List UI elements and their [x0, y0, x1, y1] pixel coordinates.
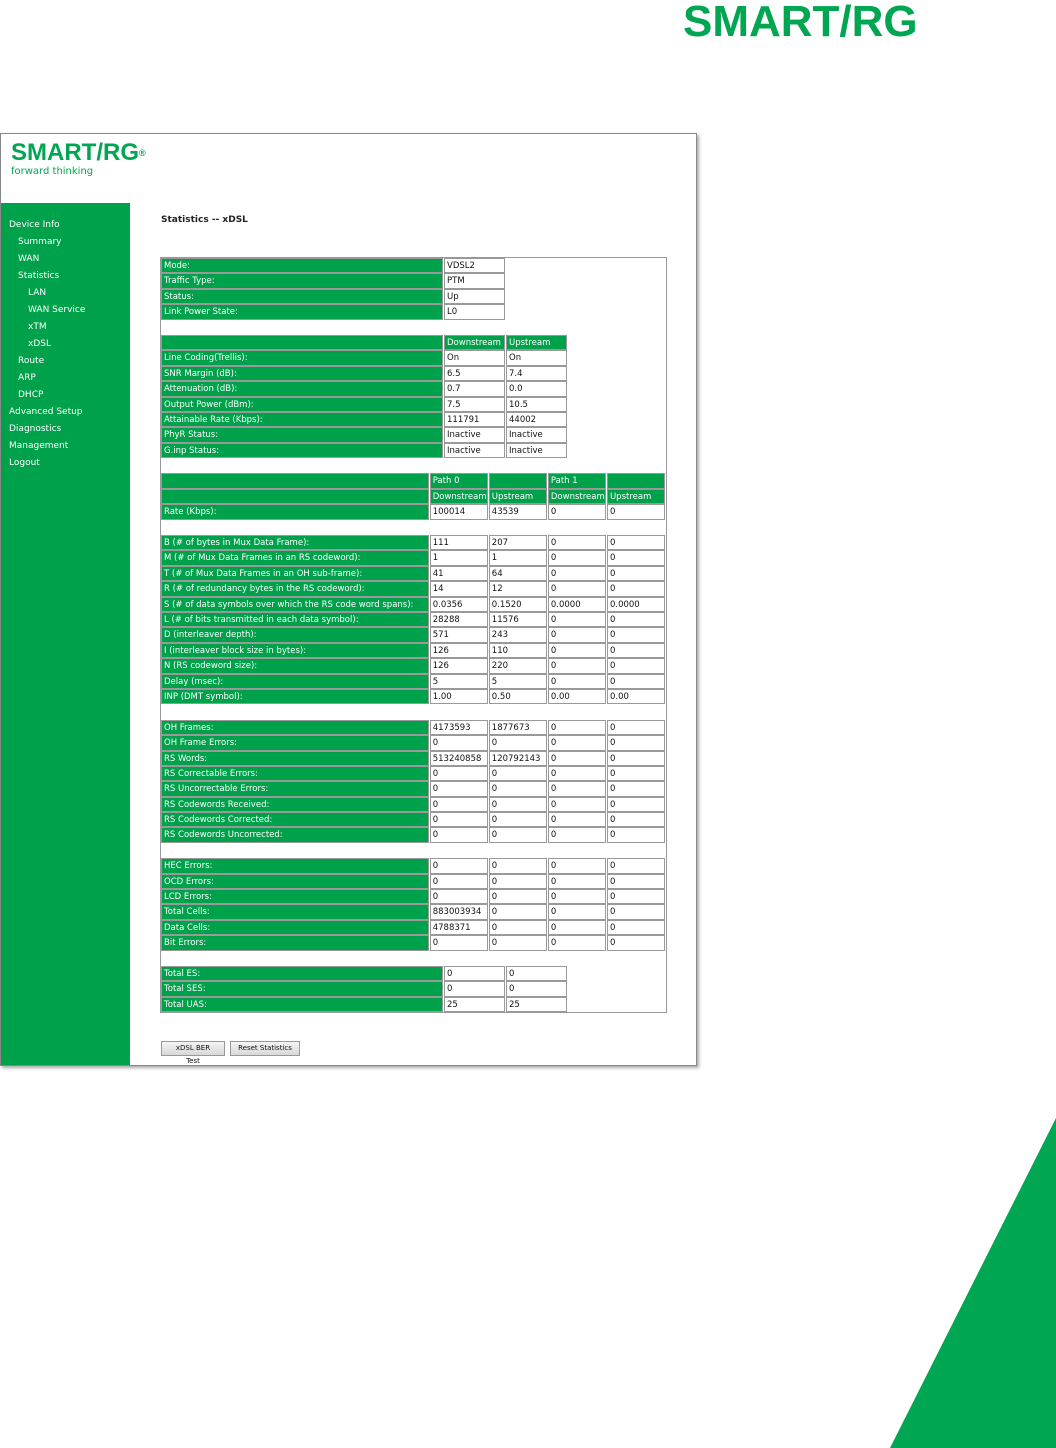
row-value: Inactive: [506, 443, 567, 458]
row-label: OH Frames:: [161, 720, 429, 735]
row-value: 0: [489, 735, 547, 750]
sidebar-item-wan-service[interactable]: WAN Service: [28, 305, 86, 315]
tagline: forward thinking: [11, 166, 94, 177]
row-value: 0: [548, 797, 606, 812]
row-value: 0: [548, 566, 606, 581]
counter-row: [161, 781, 666, 796]
line-stat-row: [161, 350, 666, 365]
column-header: Upstream: [607, 489, 665, 504]
row-value: 0: [607, 827, 665, 842]
row-label: Attainable Rate (Kbps):: [161, 412, 443, 427]
row-label: OH Frame Errors:: [161, 735, 429, 750]
row-value: 111791: [444, 412, 505, 427]
row-value: 0: [489, 781, 547, 796]
cell-row: [161, 858, 666, 873]
sidebar-item-advanced-setup[interactable]: Advanced Setup: [9, 407, 83, 417]
row-value: 1: [430, 550, 488, 565]
sidebar-item-summary[interactable]: Summary: [18, 237, 62, 247]
row-value: 1.00: [430, 689, 488, 704]
row-label: SNR Margin (dB):: [161, 366, 443, 381]
row-value: 0: [607, 550, 665, 565]
row-value: 1877673: [489, 720, 547, 735]
row-label: RS Codewords Received:: [161, 797, 429, 812]
row-label: Link Power State:: [161, 304, 443, 319]
row-value: 0: [506, 966, 567, 981]
row-value: 0.0000: [607, 597, 665, 612]
row-value: 0: [430, 935, 488, 950]
row-label: PhyR Status:: [161, 427, 443, 442]
row-label: G.inp Status:: [161, 443, 443, 458]
row-value: On: [444, 350, 505, 365]
row-value: 0: [607, 797, 665, 812]
sidebar-item-wan[interactable]: WAN: [18, 254, 40, 264]
row-value: 0.1520: [489, 597, 547, 612]
row-label: Delay (msec):: [161, 674, 429, 689]
spacer-row: [161, 704, 666, 719]
row-value: 25: [506, 997, 567, 1012]
sidebar-item-device-info[interactable]: Device Info: [9, 220, 60, 230]
status-row: [161, 258, 666, 273]
row-label: RS Words:: [161, 751, 429, 766]
path-param-row: [161, 550, 666, 565]
counter-row: [161, 766, 666, 781]
row-value: 0: [430, 874, 488, 889]
frame-brand-text: SMART/RG: [11, 139, 139, 166]
counter-row: [161, 751, 666, 766]
row-value: 5: [489, 674, 547, 689]
row-label: RS Codewords Uncorrected:: [161, 827, 429, 842]
row-value: 0: [430, 766, 488, 781]
sidebar-nav: [1, 203, 130, 1065]
row-value: 10.5: [506, 397, 567, 412]
path-param-row: [161, 674, 666, 689]
path-param-row: [161, 643, 666, 658]
row-value: 0.0356: [430, 597, 488, 612]
row-value: 0: [548, 627, 606, 642]
counter-row: [161, 720, 666, 735]
row-value: 513240858: [430, 751, 488, 766]
row-value: 0: [607, 504, 665, 519]
row-value: 220: [489, 658, 547, 673]
row-value: 111: [430, 535, 488, 550]
status-row: [161, 273, 666, 288]
total-row: [161, 966, 666, 981]
row-value: 11576: [489, 612, 547, 627]
spacer-row: [161, 320, 666, 335]
row-value: 0: [548, 889, 606, 904]
column-header: Downstream: [430, 489, 488, 504]
row-value: 0: [430, 797, 488, 812]
row-value: On: [506, 350, 567, 365]
row-value: 126: [430, 643, 488, 658]
row-value: 0: [607, 920, 665, 935]
frame-brand: [11, 140, 146, 166]
row-value: 7.5: [444, 397, 505, 412]
row-label: OCD Errors:: [161, 874, 429, 889]
row-label: Total ES:: [161, 966, 443, 981]
row-value: L0: [444, 304, 505, 319]
row-label: Data Cells:: [161, 920, 429, 935]
column-header: Path 0: [430, 473, 488, 488]
row-value: 0: [489, 889, 547, 904]
row-value: 0: [607, 566, 665, 581]
row-value: 0: [548, 612, 606, 627]
row-value: 0: [548, 858, 606, 873]
counter-row: [161, 735, 666, 750]
row-value: Inactive: [444, 443, 505, 458]
row-value: 0: [548, 827, 606, 842]
header-row: [161, 335, 666, 350]
path-param-row: [161, 581, 666, 596]
row-value: 0: [607, 535, 665, 550]
line-stat-row: [161, 443, 666, 458]
row-value: PTM: [444, 273, 505, 288]
row-value: 0: [548, 643, 606, 658]
row-value: 0: [607, 858, 665, 873]
row-value: 0: [489, 797, 547, 812]
counter-row: [161, 812, 666, 827]
row-label: D (interleaver depth):: [161, 627, 429, 642]
row-value: 4788371: [430, 920, 488, 935]
line-stat-row: [161, 381, 666, 396]
row-label: Output Power (dBm):: [161, 397, 443, 412]
row-value: 0: [430, 827, 488, 842]
row-value: 0: [489, 858, 547, 873]
line-stat-row: [161, 427, 666, 442]
row-label: Total UAS:: [161, 997, 443, 1012]
path-param-row: [161, 612, 666, 627]
cell-row: [161, 935, 666, 950]
row-label: Line Coding(Trellis):: [161, 350, 443, 365]
row-value: 0: [548, 735, 606, 750]
row-label: INP (DMT symbol):: [161, 689, 429, 704]
row-value: 7.4: [506, 366, 567, 381]
row-value: 0: [548, 935, 606, 950]
direction-header-row: [161, 489, 666, 504]
sidebar-item-lan[interactable]: LAN: [28, 288, 47, 298]
row-value: 0.50: [489, 689, 547, 704]
row-value: 41: [430, 566, 488, 581]
row-label: N (RS codeword size):: [161, 658, 429, 673]
row-value: 126: [430, 658, 488, 673]
row-value: 5: [430, 674, 488, 689]
row-label: S (# of data symbols over which the RS code word spans):: [161, 597, 429, 612]
row-label: Traffic Type:: [161, 273, 443, 288]
registered-mark: ®: [139, 148, 146, 158]
row-value: Up: [444, 289, 505, 304]
row-value: 0: [430, 889, 488, 904]
column-header: [607, 473, 665, 488]
page-title: Statistics -- xDSL: [161, 215, 248, 225]
row-value: 0: [607, 627, 665, 642]
row-value: 4173593: [430, 720, 488, 735]
path-header-row: [161, 473, 666, 488]
row-label: RS Correctable Errors:: [161, 766, 429, 781]
row-value: 0: [489, 935, 547, 950]
row-value: 243: [489, 627, 547, 642]
row-value: 0.00: [607, 689, 665, 704]
row-value: 44002: [506, 412, 567, 427]
row-value: 883003934: [430, 904, 488, 919]
row-value: 571: [430, 627, 488, 642]
status-row: [161, 289, 666, 304]
row-value: 0: [430, 812, 488, 827]
path-param-row: [161, 658, 666, 673]
spacer-row: [161, 458, 666, 473]
row-label: R (# of redundancy bytes in the RS codeword):: [161, 581, 429, 596]
line-stat-row: [161, 412, 666, 427]
row-value: 0: [607, 766, 665, 781]
sidebar-item-statistics[interactable]: Statistics: [18, 271, 60, 281]
row-label: Status:: [161, 289, 443, 304]
row-value: 25: [444, 997, 505, 1012]
line-stat-row: [161, 366, 666, 381]
row-value: 0: [548, 904, 606, 919]
row-value: 0: [607, 889, 665, 904]
column-header: Downstream: [548, 489, 606, 504]
row-value: 0: [607, 720, 665, 735]
row-value: 0.7: [444, 381, 505, 396]
row-value: 0: [548, 766, 606, 781]
cell-row: [161, 874, 666, 889]
row-label: [161, 335, 443, 350]
frame-logo: [11, 140, 146, 178]
row-value: 0: [607, 874, 665, 889]
row-value: 0: [489, 904, 547, 919]
row-value: 0: [607, 904, 665, 919]
row-label: RS Codewords Corrected:: [161, 812, 429, 827]
row-value: 0: [607, 674, 665, 689]
sidebar-item-xdsl[interactable]: xDSL: [28, 339, 51, 349]
spacer-row: [161, 843, 666, 858]
row-label: Rate (Kbps):: [161, 504, 429, 519]
row-value: 0: [607, 935, 665, 950]
row-value: 0: [489, 827, 547, 842]
row-label: [161, 489, 429, 504]
row-label: Total SES:: [161, 981, 443, 996]
row-value: 0: [430, 735, 488, 750]
row-label: [161, 473, 429, 488]
path-param-row: [161, 597, 666, 612]
row-value: 0: [506, 981, 567, 996]
rate-row: [161, 504, 666, 519]
sidebar-item-diagnostics[interactable]: Diagnostics: [9, 424, 62, 434]
corner-decoration: [890, 1118, 1056, 1448]
column-header: Path 1: [548, 473, 606, 488]
row-label: Bit Errors:: [161, 935, 429, 950]
row-label: Attenuation (dB):: [161, 381, 443, 396]
row-label: M (# of Mux Data Frames in an RS codeword):: [161, 550, 429, 565]
column-header: Upstream: [506, 335, 567, 350]
reset-statistics-button[interactable]: Reset Statistics: [230, 1041, 300, 1056]
line-stat-row: [161, 397, 666, 412]
row-value: 43539: [489, 504, 547, 519]
row-value: 0: [607, 581, 665, 596]
row-value: 0: [489, 874, 547, 889]
row-value: 0: [430, 858, 488, 873]
counter-row: [161, 797, 666, 812]
column-header: Upstream: [489, 489, 547, 504]
row-value: 207: [489, 535, 547, 550]
row-value: 0: [607, 751, 665, 766]
row-label: Mode:: [161, 258, 443, 273]
row-label: LCD Errors:: [161, 889, 429, 904]
xdsl-stats-table: [160, 257, 667, 1013]
row-value: 0: [548, 535, 606, 550]
row-value: 0: [548, 920, 606, 935]
spacer-row: [161, 520, 666, 535]
row-value: 0: [548, 550, 606, 565]
row-value: Inactive: [506, 427, 567, 442]
row-value: 110: [489, 643, 547, 658]
total-row: [161, 981, 666, 996]
status-row: [161, 304, 666, 319]
column-header: [489, 473, 547, 488]
row-value: 0: [430, 781, 488, 796]
row-label: L (# of bits transmitted in each data symbol):: [161, 612, 429, 627]
row-value: 0: [548, 874, 606, 889]
cell-row: [161, 920, 666, 935]
total-row: [161, 997, 666, 1012]
row-label: I (interleaver block size in bytes):: [161, 643, 429, 658]
sidebar-item-logout[interactable]: Logout: [9, 458, 40, 468]
row-label: B (# of bytes in Mux Data Frame):: [161, 535, 429, 550]
sidebar-item-dhcp[interactable]: DHCP: [18, 390, 44, 400]
row-value: Inactive: [444, 427, 505, 442]
row-value: 0: [548, 751, 606, 766]
counter-row: [161, 827, 666, 842]
row-value: 0: [607, 781, 665, 796]
row-value: 28288: [430, 612, 488, 627]
row-value: 0: [489, 766, 547, 781]
sidebar-item-route[interactable]: Route: [18, 356, 45, 366]
row-value: 0: [607, 812, 665, 827]
row-value: 0: [489, 812, 547, 827]
row-value: 120792143: [489, 751, 547, 766]
cell-row: [161, 904, 666, 919]
row-label: RS Uncorrectable Errors:: [161, 781, 429, 796]
row-value: 1: [489, 550, 547, 565]
row-label: HEC Errors:: [161, 858, 429, 873]
row-value: VDSL2: [444, 258, 505, 273]
cell-row: [161, 889, 666, 904]
row-value: 14: [430, 581, 488, 596]
top-brand-logo: SMART/RG: [683, 0, 918, 46]
row-label: Total Cells:: [161, 904, 429, 919]
row-value: 0: [489, 920, 547, 935]
row-value: 0: [548, 781, 606, 796]
row-value: 0: [548, 504, 606, 519]
row-value: 0: [607, 643, 665, 658]
row-value: 0: [607, 735, 665, 750]
row-value: 0: [444, 966, 505, 981]
sidebar-item-arp[interactable]: ARP: [18, 373, 36, 383]
sidebar-item-management[interactable]: Management: [9, 441, 69, 451]
path-param-row: [161, 689, 666, 704]
row-value: 0.0: [506, 381, 567, 396]
row-value: 0.00: [548, 689, 606, 704]
path-param-row: [161, 566, 666, 581]
row-value: 0.0000: [548, 597, 606, 612]
row-value: 0: [548, 658, 606, 673]
row-value: 64: [489, 566, 547, 581]
row-value: 0: [548, 581, 606, 596]
row-value: 6.5: [444, 366, 505, 381]
row-value: 100014: [430, 504, 488, 519]
column-header: Downstream: [444, 335, 505, 350]
router-ui-screenshot: [0, 133, 697, 1066]
spacer-row: [161, 951, 666, 966]
sidebar-item-xtm[interactable]: xTM: [28, 322, 47, 332]
path-param-row: [161, 535, 666, 550]
row-value: 0: [607, 658, 665, 673]
row-value: 0: [444, 981, 505, 996]
row-value: 0: [607, 612, 665, 627]
row-label: T (# of Mux Data Frames in an OH sub-frame):: [161, 566, 429, 581]
row-value: 12: [489, 581, 547, 596]
path-param-row: [161, 627, 666, 642]
row-value: 0: [548, 720, 606, 735]
row-value: 0: [548, 674, 606, 689]
xdsl-ber-test-button[interactable]: xDSL BER Test: [161, 1041, 225, 1056]
row-value: 0: [548, 812, 606, 827]
